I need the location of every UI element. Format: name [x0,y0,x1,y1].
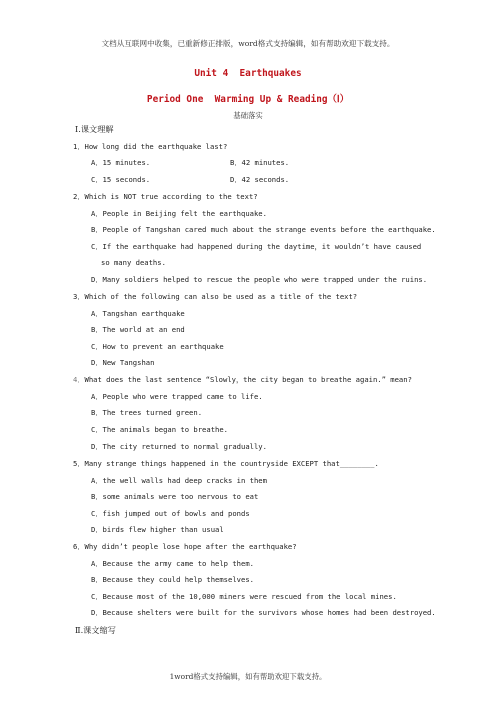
option-1c: C．15 seconds. [91,175,151,184]
section-label: 基础落实 [233,111,263,120]
question-2: 2．Which is NOT true according to the text? [73,192,258,201]
page-footer: 1word格式支持编辑，如有帮助欢迎下载支持。 [169,672,327,681]
option-3d: D．New Tangshan [91,358,155,367]
option-4d: D．The city returned to normal gradually. [91,442,267,451]
option-1a: A．15 minutes. [91,158,151,167]
option-1d: D．42 seconds. [230,175,290,184]
option-2c: C．If the earthquake had happened during the daytime，it wouldn’t have caused [91,242,422,251]
option-5d: D．birds flew higher than usual [91,525,224,534]
question-4-text: What does the last sentence “Slowly，the city began to breathe again.” mean? [84,375,412,384]
option-3b: B．The world at an end [91,325,185,334]
option-6b: B．Because they could help themselves. [91,575,254,584]
question-3: 3．Which of the following can also be used as a title of the text? [73,292,358,301]
option-2d: D．Many soldiers helped to rescue the people who were trapped under the ruins. [91,275,428,284]
option-3a: A．Tangshan earthquake [91,309,185,318]
question-4 [73,375,463,385]
question-1: 1．How long did the earthquake last? [73,142,228,151]
option-2b: B．People of Tangshan cared much about the strange events before the earthquake. [91,225,436,234]
option-2c-cont: so many deaths. [101,258,166,267]
question-6: 6．Why didn’t people lose hope after the earthquake? [73,542,297,551]
unit-title: Unit 4 Earthquakes [194,68,302,79]
question-4-number: 4． [73,375,85,384]
period-title: Period One Warming Up & Reading（Ⅰ） [146,94,350,105]
page-header: 文档从互联网中收集，已重新修正排版，word格式支持编辑，如有帮助欢迎下载支持。 [101,39,395,48]
question-5: 5．Many strange things happened in the countryside EXCEPT that________. [73,459,379,468]
option-5c: C．fish jumped out of bowls and ponds [91,509,250,518]
option-4a: A．People who were trapped came to life. [91,392,263,401]
option-3c: C．How to prevent an earthquake [91,342,224,351]
option-1b: B．42 minutes. [230,158,290,167]
option-5a: A．the well walls had deep cracks in them [91,476,267,485]
section-heading-comprehension: Ⅰ.课文理解 [75,124,114,134]
option-6d: D．Because shelters were built for the survivors whose homes had been destroyed. [91,608,436,617]
option-6a: A．Because the army came to help them. [91,559,254,568]
option-6c: C．Because most of the 10,000 miners were rescued from the local mines. [91,592,397,601]
option-5b: B．some animals were too nervous to eat [91,492,259,501]
option-2a: A．People in Beijing felt the earthquake. [91,209,267,218]
option-4c: C．The animals began to breathe. [91,425,229,434]
section-heading-summary: Ⅱ.课文缩写 [75,625,116,635]
option-4b: B．The trees turned green. [91,408,203,417]
